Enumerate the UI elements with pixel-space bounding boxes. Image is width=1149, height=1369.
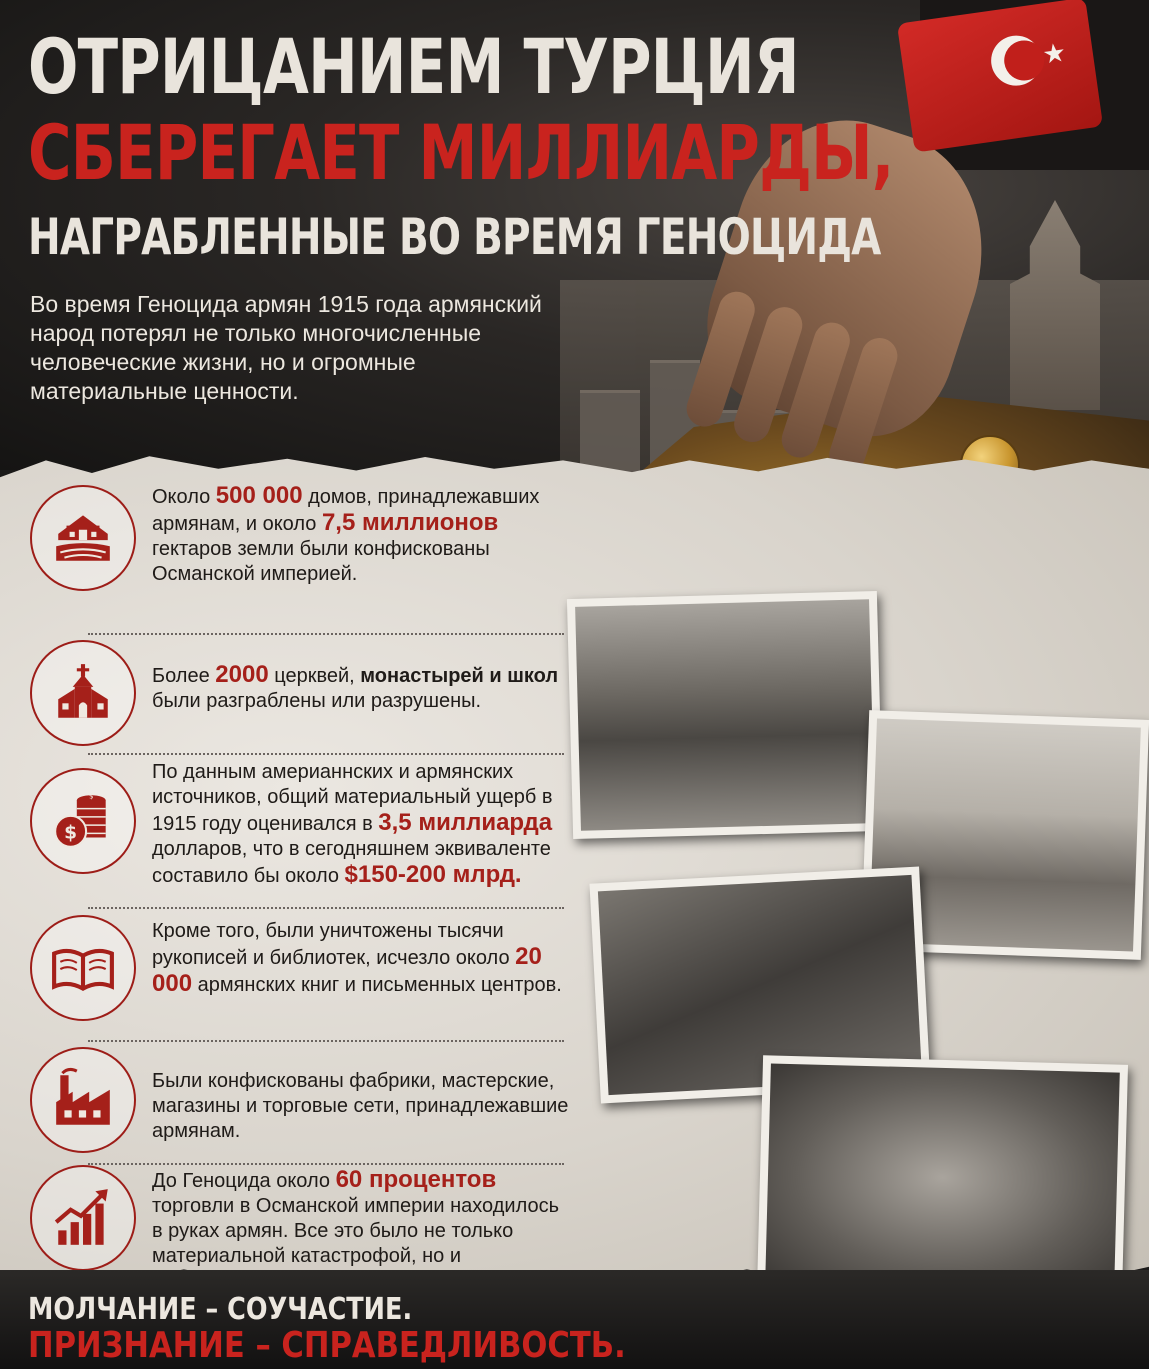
fact-text: Кроме того, были уничтожены тысячи рукописей и библиотек, исчезло около 20 000 армянских книг и письменных центров. [152, 920, 562, 997]
crescent-icon [988, 32, 1044, 88]
svg-text:$: $ [64, 822, 78, 844]
svg-text:$: $ [88, 791, 94, 801]
destroyed-books-photo [757, 1055, 1128, 1299]
church-icon [30, 640, 136, 746]
dotted-divider [88, 633, 564, 635]
slogan-line-1: МОЛЧАНИЕ – СОУЧАСТИЕ. [28, 1292, 413, 1327]
fact-text: До Геноцида около 60 процентов торговли в Османской империи находилось в руках армян. Все это было не только материальной катастрофой, но и [152, 1166, 560, 1267]
dotted-divider [88, 1163, 564, 1165]
turkish-flag-cuff [897, 0, 1103, 153]
ruined-building-photo [567, 591, 883, 839]
title-line-3: НАГРАБЛЕННЫЕ ВО ВРЕМЯ ГЕНОЦИДА [28, 208, 881, 266]
church-image [1010, 200, 1100, 410]
title-line-2: СБЕРЕГАЕТ МИЛЛИАРДЫ, [28, 108, 894, 197]
fact-text: Были конфискованы фабрики, мастерские, магазины и торговые сети, принадлежавшие армянам. [152, 1070, 569, 1142]
title-line-1: ОТРИЦАНИЕМ ТУРЦИЯ [28, 22, 799, 111]
dotted-divider [88, 907, 564, 909]
coins-icon [30, 768, 136, 874]
factory-icon [30, 1047, 136, 1153]
fact-text: Около 500 000 домов, принадлежавших армянам, и около 7,5 миллионов гектаров земли были конфискованы Османской империей. [152, 482, 540, 585]
dotted-divider [88, 753, 564, 755]
dotted-divider [88, 1040, 564, 1042]
fact-text: Более 2000 церквей, монастырей и школ были разграблены или разрушены. [152, 661, 559, 712]
open-book-icon [30, 915, 136, 1021]
lead-paragraph: Во время Геноцида армян 1915 года армянский народ потерял не только многочисленные человеческие жизни, но и огромные материальные ценности. [30, 291, 542, 404]
house-farmland-icon [30, 485, 136, 591]
star-icon: ★ [1040, 36, 1068, 70]
slogan-line-2: ПРИЗНАНИЕ – СПРАВЕДЛИВОСТЬ. [28, 1325, 626, 1366]
growth-chart-icon [30, 1165, 136, 1271]
fact-text: По данным америаннских и армянских источников, общий материальный ущерб в 1915 году оценивался в 3,5 миллиарда долларов, что в сегодняшнем эквиваленте составило бы около $150-200 млрд. [152, 761, 553, 888]
